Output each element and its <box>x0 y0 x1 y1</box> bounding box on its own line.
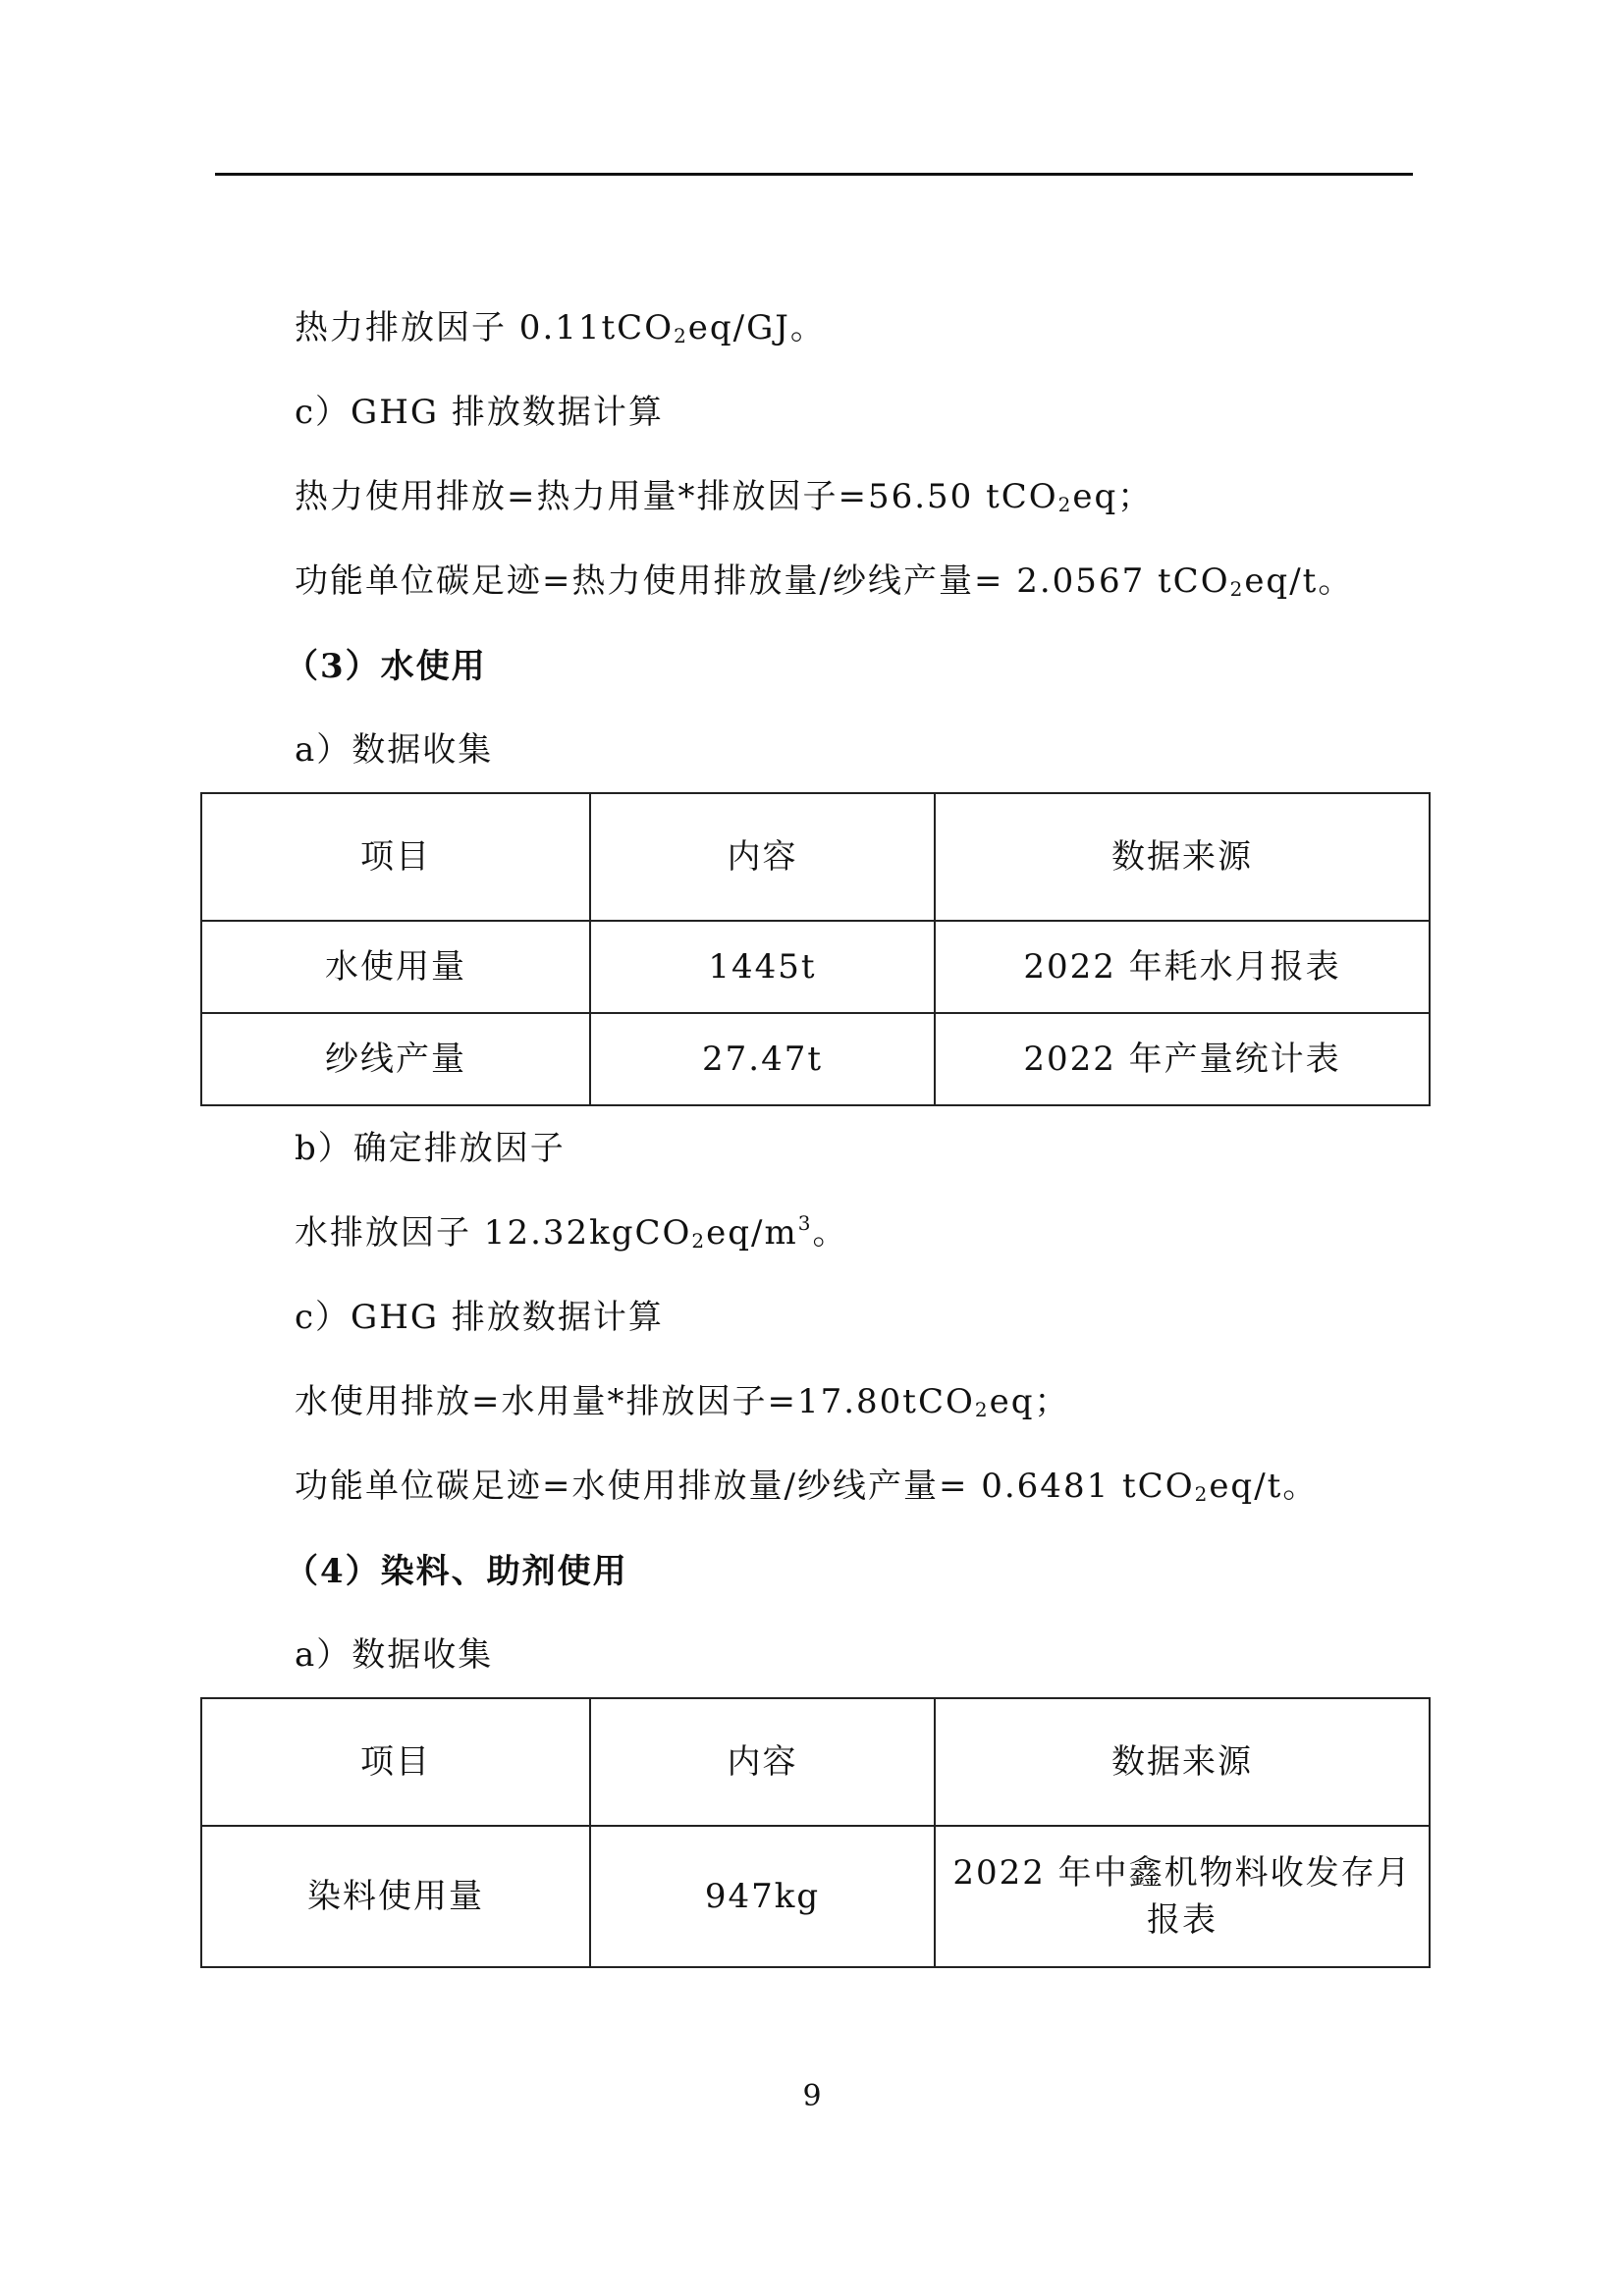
data-collection-label-1: a）数据收集 <box>295 730 494 770</box>
table-cell: 2022 年耗水月报表 <box>935 921 1430 1013</box>
ghg-calc-heading-1: c）GHG 排放数据计算 <box>295 393 664 432</box>
header-cell: 内容 <box>590 1698 935 1826</box>
table-row <box>201 1826 1430 1967</box>
dye-data-table <box>200 1697 1431 1968</box>
source-line-1: 2022 年中鑫机物料收发存月 <box>952 1853 1412 1893</box>
water-emission-calc-line: 水使用排放=水用量*排放因子=17.80tCO$_2$eq； <box>295 1382 1070 1421</box>
table-header-row <box>201 793 1430 921</box>
header-cell: 项目 <box>201 793 590 921</box>
page-number: 9 <box>802 2079 822 2113</box>
heat-carbon-footprint-line: 功能单位碳足迹=热力使用排放量/纱线产量= 2.0567 tCO$_2$eq/t。 <box>295 561 1354 601</box>
section-heading-water: （3）水使用 <box>285 647 487 686</box>
header-cell: 内容 <box>590 793 935 921</box>
table-cell: 947kg <box>590 1826 935 1967</box>
heat-emission-factor-line: 热力排放因子 0.11tCO$_2$eq/GJ。 <box>295 308 826 347</box>
header-cell: 数据来源 <box>935 1698 1430 1826</box>
table-cell-source <box>935 1826 1430 1967</box>
heat-emission-calc-line: 热力使用排放=热力用量*排放因子=56.50 tCO$_2$eq； <box>295 477 1154 516</box>
table-row <box>201 1013 1430 1105</box>
water-emission-factor-line: 水排放因子 $12.32kgCO_2eq/m^3$。 <box>295 1211 848 1253</box>
header-cell: 数据来源 <box>935 793 1430 921</box>
water-carbon-footprint-line: 功能单位碳足迹=水使用排放量/纱线产量= 0.6481 tCO$_2$eq/t。 <box>295 1467 1319 1506</box>
table-row <box>201 921 1430 1013</box>
table-cell: 27.47t <box>590 1013 935 1105</box>
header-rule <box>215 173 1413 176</box>
emission-factor-label: b）确定排放因子 <box>295 1129 566 1168</box>
section-heading-dyes: （4）染料、助剂使用 <box>285 1552 628 1591</box>
table-header-row <box>201 1698 1430 1826</box>
table-cell: 1445t <box>590 921 935 1013</box>
table-cell: 水使用量 <box>201 921 590 1013</box>
table-cell: 纱线产量 <box>201 1013 590 1105</box>
water-data-table <box>200 792 1431 1106</box>
ghg-calc-heading-2: c）GHG 排放数据计算 <box>295 1298 664 1337</box>
source-line-2: 报表 <box>1147 1900 1218 1940</box>
data-collection-label-2: a）数据收集 <box>295 1635 494 1675</box>
header-cell: 项目 <box>201 1698 590 1826</box>
table-cell: 2022 年产量统计表 <box>935 1013 1430 1105</box>
table-cell: 染料使用量 <box>201 1826 590 1967</box>
